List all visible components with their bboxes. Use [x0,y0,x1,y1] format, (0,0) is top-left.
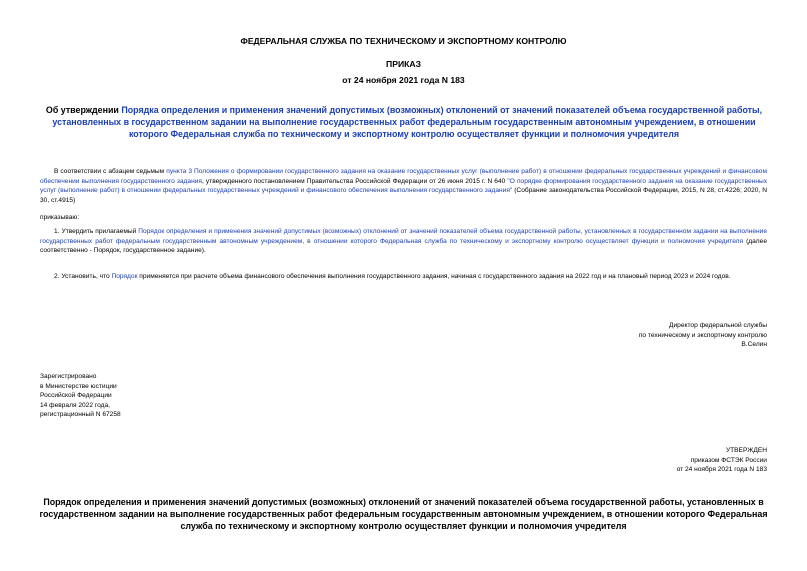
registration-line-1: Зарегистрировано [40,373,97,380]
registration-line-5: регистрационный N 67258 [40,411,121,419]
item-1-link[interactable]: Порядок определения и применения значений допустимых (возможных) отклонений от значений показателей объема государственной работы, установленных в государственном задании на выполнение государственных работ федеральным государственным автономным учреждением, в отношении которого Федеральная служба по техническому и экспортному контролю осуществляет функции и полномочия учредителя [40,228,767,245]
doc-type-heading: ПРИКАЗ [386,59,421,69]
preamble-start: В соответствии с абзацем седьмым [54,168,167,175]
signer-title-1: Директор федеральной службы [669,322,767,329]
preamble-mid: , утвержденного постановлением Правительства Российской Федерации от 26 июня 2015 г. N 640 [201,177,508,185]
signer-name: В.Селин [741,341,767,349]
order-title-link[interactable]: Порядка определения и применения значений допустимых (возможных) отклонений от значений показателей объема государственной работы, установленных в государственном задании на выполнение государственных работ федеральным государственным автономным учреждением, в отношении которого Федеральная служба по техническому и экспортному контролю осуществляет функции и полномочия учредителя [52,105,763,139]
registration-line-4: 14 февраля 2022 года, [40,401,110,409]
item-2-link[interactable]: Порядок [111,273,138,280]
signer-title-2: по техническому и экспортному контролю [638,331,767,339]
registration-line-3: Российской Федерации [40,392,112,400]
order-title [40,104,768,140]
signature-block [639,321,767,350]
procedure-title: Порядок определения и применения значений допустимых (возможных) отклонений от значений показателей объема государственной работы, установленных в государственном задании на выполнение государственных работ федеральным государственным автономным учреждением, в отношении которого Федеральная служба по техническому и экспортному контролю осуществляет функции и полномочия учредителя [39,497,768,531]
item-1-start: 1. Утвердить прилагаемый [54,228,139,235]
item-2-end: применяется при расчете объема финансового обеспечения выполнения государственного задания, начиная с государственного задания на 2022 год и на плановый период 2023 и 2024 годов. [137,273,731,280]
preamble-end: (Собрание законодательства Российской Федерации, 2015, N 28, ст.4226; 2020, N 30, ст.4915) [40,187,768,204]
preamble-link-decree[interactable]: "О порядке формирования государственного задания на оказание государственных услуг (выполнение работ) в отношении федеральных государственных учреждений и финансового обеспечения выполнения государственного задания" [40,177,767,195]
prikazyvayu-label: приказываю: [40,214,80,221]
approval-line-3: от 24 ноября 2021 года N 183 [676,466,767,474]
order-title-prefix: Об утверждении [45,105,122,115]
item-1-end: (далее соответственно - Порядок, государственное задание). [40,237,767,255]
agency-heading: ФЕДЕРАЛЬНАЯ СЛУЖБА ПО ТЕХНИЧЕСКОМУ И ЭКСПОРТНОМУ КОНТРОЛЮ [240,36,567,46]
approval-line-1: УТВЕРЖДЕН [725,447,767,454]
date-number-heading: от 24 ноября 2021 года N 183 [342,75,465,85]
registration-line-2: в Министерстве юстиции [40,382,117,390]
item-2-start: 2. Установить, что [54,273,112,280]
item-2-paragraph [40,272,767,282]
approval-line-2: приказом ФСТЭК России [690,456,767,464]
registration-block [40,372,121,420]
preamble-link-clause[interactable]: пункта 3 Положения о формировании государственного задания на оказание государственных услуг (выполнение работ) в отношении федеральных государственных учреждений и финансовом обеспечении выполнения государственного задания [40,168,767,185]
item-1-paragraph [40,227,767,256]
preamble-paragraph [40,167,767,205]
approval-block [677,446,767,475]
